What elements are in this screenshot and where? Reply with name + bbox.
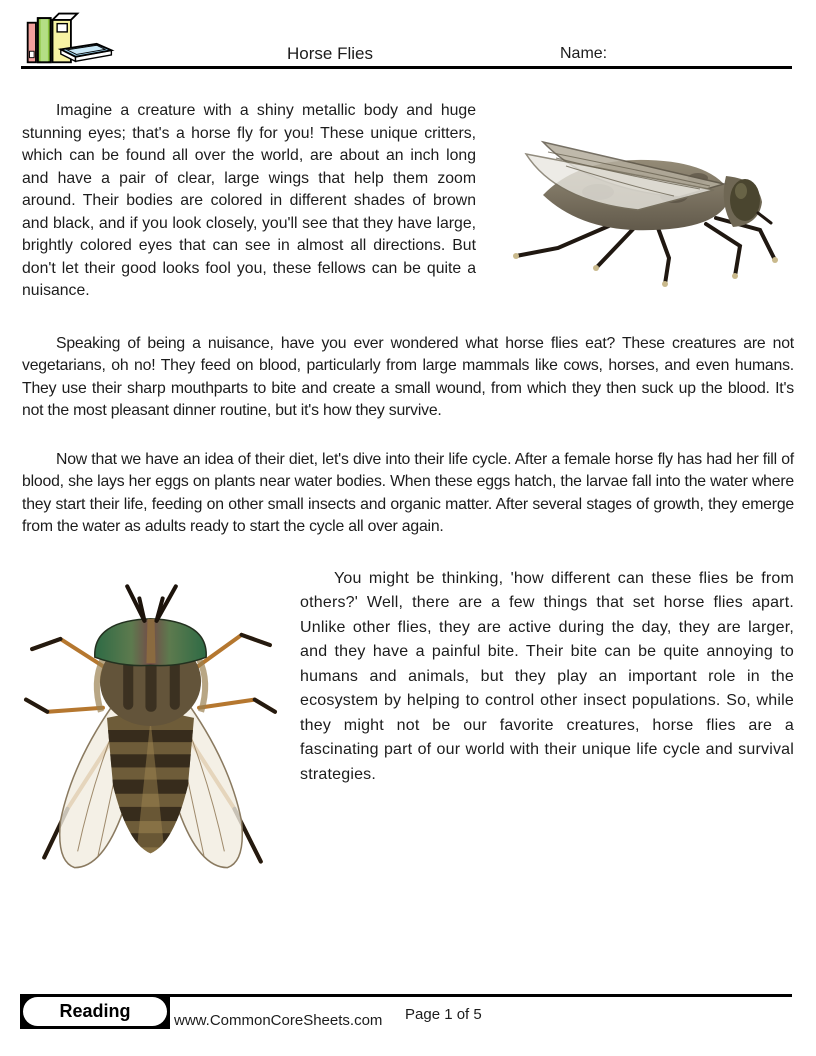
books-stack-icon [24, 8, 116, 66]
intro-section [22, 100, 794, 303]
article-body [22, 100, 794, 893]
paragraph-1: Imagine a creature with a shiny metallic body and huge stunning eyes; that's a horse fly for you! These unique critters, which can be found all over the world, are about an inch long and have a pair of clear, large wings that help them zoom around. Their bodies are colored in different shades of brown and black, and if you look closely, you'll see that they have large, brightly colored eyes that can see in almost all directions. But don't let their good looks fool you, these fellows can be quite a nuisance. [22, 102, 476, 299]
comparison-section [22, 567, 794, 893]
header-divider [21, 66, 792, 69]
worksheet-type-badge [20, 994, 170, 1029]
horse-fly-top-image [22, 567, 280, 893]
paragraph-4: You might be thinking, 'how different can these flies be from others?' Well, there are a few things that set horse flies apart. Unlike other flies, they are active during the day, they are larger, and they have a painful bite. Their bite can be quite annoying to humans and animals, but they play an important role in the ecosystem by helping to control other insect populations. So, while they might not be our favorite creatures, horse flies are a fascinating part of our world with their unique life cycle and survival strategies. [300, 569, 794, 783]
website-url: www.CommonCoreSheets.com [174, 1012, 383, 1029]
page-title: Horse Flies [287, 44, 373, 63]
paragraph-3: Now that we have an idea of their diet, let's dive into their life cycle. After a female horse fly has had her fill of blood, she lays her eggs on plants near water bodies. When these eggs hatch, the larvae fall into the water where they start their life, feeding on other small insects and organic matter. After several stages of growth, they emerge from the water as adults ready to start the cycle all over again. [22, 450, 794, 535]
paragraph-2: Speaking of being a nuisance, have you ever wondered what horse flies eat? These creatures are not vegetarians, oh no! They feed on blood, particularly from large mammals like cows, horses, and even humans. They use their sharp mouthparts to bite and create a small wound, from which they then suck up the blood. It's not the most pleasant dinner routine, but it's how they survive. [22, 334, 794, 419]
name-label: Name: [560, 45, 608, 62]
badge-label: Reading [23, 997, 167, 1026]
page-number: Page 1 of 5 [405, 1006, 482, 1023]
horse-fly-side-image [482, 100, 794, 290]
